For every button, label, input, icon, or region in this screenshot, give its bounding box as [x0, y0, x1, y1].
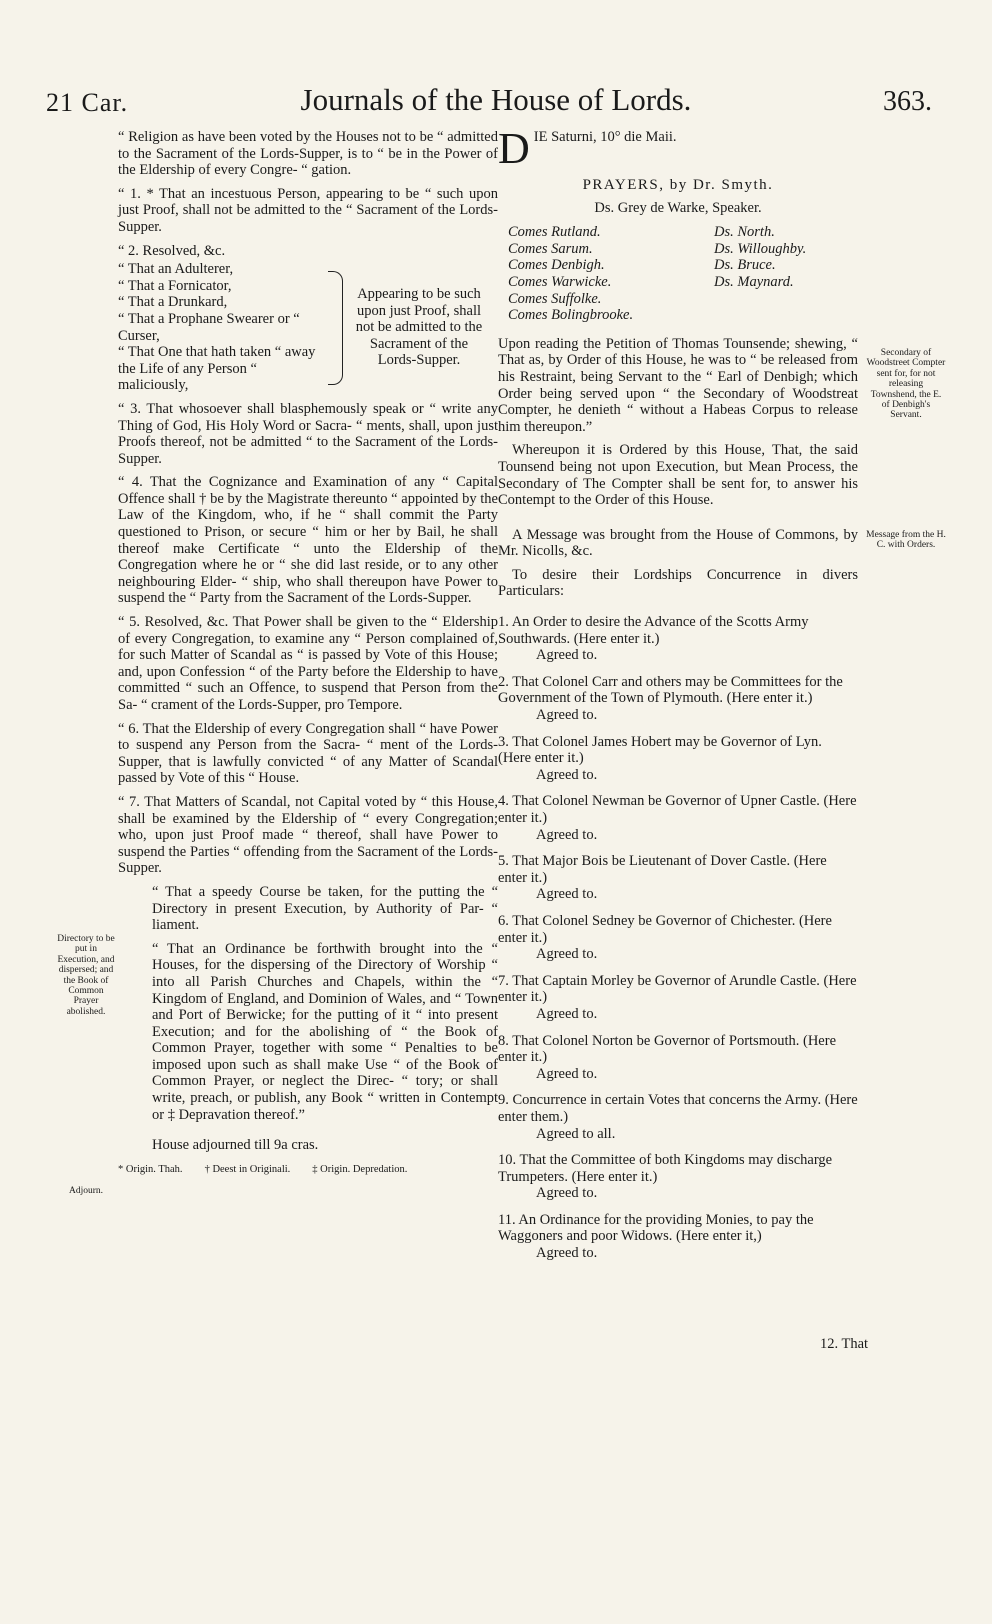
footnote: ‡ Origin. Depredation.	[312, 1163, 408, 1175]
right-column	[498, 129, 858, 1272]
paragraph: “ 3. That whosoever shall blasphemously speak or “ write any Thing of God, His Holy Word or Sacra- “ ments, shall, upon just Proofs thereof, not be admitted “ to the Sacrament of the Lords-Supper.	[118, 400, 498, 467]
lord-name: Comes Sarum.	[508, 240, 593, 257]
lord-name: Comes Suffolke.	[508, 290, 602, 307]
adjournment-line: House adjourned till 9a cras.	[152, 1137, 319, 1154]
list-item	[498, 913, 858, 963]
item-text: 10. That the Committee of both Kingdoms may discharge Trumpeters. (Here enter it.)	[498, 1152, 833, 1185]
bracket-group	[118, 261, 498, 394]
running-header	[0, 78, 992, 122]
curly-brace	[328, 271, 343, 385]
item-text: 7. That Captain Morley be Governor of Arundle Castle. (Here enter it.)	[498, 972, 857, 1006]
item-agreed: Agreed to all.	[536, 1125, 616, 1142]
list-item	[498, 674, 858, 724]
paragraph: Whereupon it is Ordered by this House, That, the said Tounsend being not upon Execution, but Mean Process, the Secondary of The Compter shall be sent for, to answer his Contempt to the Order of this House.	[498, 442, 858, 509]
resolved-heading: “ 2. Resolved, &c.	[118, 242, 226, 259]
item-agreed: Agreed to.	[536, 946, 598, 963]
bracket-item: “ That a Prophane Swearer or “ Curser,	[118, 310, 300, 344]
item-text: 11. An Ordinance for the providing Monies, to pay the Waggoners and poor Widows. (Here enter it,)	[498, 1211, 814, 1245]
item-text: 6. That Colonel Sedney be Governor of Chichester. (Here enter it.)	[498, 912, 832, 946]
list-item	[498, 1152, 858, 1202]
date-line	[498, 129, 858, 167]
paragraph: To desire their Lordships Concurrence in divers Particulars:	[498, 566, 858, 600]
list-item	[498, 1092, 858, 1142]
paragraph: A Message was brought from the House of Commons, by Mr. Nicolls, &c.	[498, 526, 858, 560]
item-text: 2. That Colonel Carr and others may be Committees for the Government of the Town of Plymouth. (Here enter it.)	[498, 673, 843, 707]
list-item	[498, 793, 858, 843]
lord-name: Comes Rutland.	[508, 224, 601, 241]
item-text: 5. That Major Bois be Lieutenant of Dover Castle. (Here enter it.)	[498, 853, 827, 886]
prayers-heading: PRAYERS, by Dr. Smyth.	[582, 177, 774, 193]
lord-name: Comes Denbigh.	[508, 257, 605, 274]
item-agreed: Agreed to.	[536, 826, 598, 843]
item-agreed: Agreed to.	[536, 1245, 598, 1262]
catchword: 12. That	[820, 1336, 869, 1352]
item-text: 3. That Colonel James Hobert may be Governor of Lyn. (Here enter it.)	[498, 733, 822, 767]
lord-name: Ds. Bruce.	[714, 257, 776, 274]
lords-list-earls	[498, 224, 698, 324]
paragraph: “ 5. Resolved, &c. That Power shall be given to the “ Eldership of every Congregation, to examine any “ Person complained of, for such Matter of Scandal as “ is passed by Vote of this House; and, upon Confession “ of the Party before the Eldership to have committed “ such an Offence, to suspend that Person from the Sa- “ crament of the Lords-Supper, pro Tempore.	[118, 614, 498, 713]
lord-name: Ds. Willoughby.	[714, 240, 807, 257]
footnote: * Origin. Thah.	[118, 1163, 183, 1175]
item-agreed: Agreed to.	[536, 1065, 598, 1082]
list-item	[498, 1033, 858, 1083]
lords-list-barons	[714, 224, 834, 324]
item-agreed: Agreed to.	[536, 647, 598, 664]
paragraph: “ Religion as have been voted by the Houses not to be “ admitted to the Sacrament of the Lords-Supper, is to “ be in the Power of the Eldership of every Congre- “ gation.	[118, 129, 498, 179]
header-title: Journals of the House of Lords.	[300, 82, 692, 117]
list-item	[498, 1212, 858, 1262]
item-agreed: Agreed to.	[536, 886, 598, 903]
list-item	[498, 614, 858, 664]
item-agreed: Agreed to.	[536, 1005, 598, 1022]
paragraph: “ 6. That the Eldership of every Congregation shall “ have Power to suspend any Person from the Sacra- “ ment of the Lords-Supper, that is lawfully convicted “ of any Matter of Scandal passed by Vote of this “ House.	[118, 720, 498, 787]
bracket-note: Appearing to be such upon just Proof, shall not be admitted to the Sacrament of the Lords-Supper.	[355, 286, 483, 369]
bracket-list	[118, 261, 328, 394]
item-text: 8. That Colonel Norton be Governor of Portsmouth. (Here enter it.)	[498, 1032, 837, 1066]
lord-name: Ds. North.	[714, 224, 775, 241]
right-margin-note-secondary: Secondary of Woodstreet Compter sent for, for not releasing Townshend, the E. of Denbigh's Servant.	[866, 348, 946, 421]
lord-name: Comes Bolingbrooke.	[508, 307, 634, 324]
drop-cap: D	[498, 129, 530, 167]
paragraph: Upon reading the Petition of Thomas Tounsende; shewing, “ That as, by Order of this House, he was to “ be released from his Restraint, being Servant to the “ Earl of Denbigh; which Order being served upon “ the Secondary of Woodstreat Compter, he denieth “ without a Habeas Corpus to release him thereupon.”	[498, 335, 858, 435]
paragraph: “ 1. * That an incestuous Person, appearing to be “ such upon just Proof, shall not be admitted to the “ Sacrament of the Lords-Supper.	[118, 185, 498, 235]
bracket-item: “ That One that hath taken “ away the Life of any Person “ maliciously,	[118, 344, 316, 394]
left-column	[118, 129, 498, 1178]
list-item	[498, 734, 858, 784]
bracket-item: “ That a Fornicator,	[118, 277, 232, 294]
footnotes	[118, 1162, 498, 1179]
paragraph: “ That an Ordinance be forthwith brought into the “ Houses, for the dispersing of the Directory of Worship “ into all Parish Churches and Chapels, within the “ Kingdom of England, and Dominion of Wales, and “ Town and Port of Berwicke; for the putting of it “ into present Execution; and for the abolishing of “ the Book of Common Prayer, together with some “ Penalties to be imposed upon such as shall make Use “ of the Book of Common Prayer, or neglect the Direc- “ tory; or shall write, preach, or publish, any Book “ written in Contempt or ‡ Depravation thereof.”	[152, 940, 498, 1123]
item-agreed: Agreed to.	[536, 1185, 598, 1202]
paragraph: “ 4. That the Cognizance and Examination of any “ Capital Offence shall † be by the Magistrate thereunto “ appointed by the Law of the Kingdom, who, if he “ shall commit the Party questioned to Prison, or secure “ him or her by Bail, he shall thereof make Certificate “ unto the Eldership of the Congregation where he or “ she did last reside, or to any other neighbouring Elder- “ ship, who shall thereupon have Power to suspend the “ Party from the Sacrament of the Lords-Supper.	[118, 474, 498, 607]
bracket-item: “ That an Adulterer,	[118, 261, 234, 278]
right-margin-note-message: Message from the H. C. with Orders.	[866, 530, 946, 551]
paragraph: “ That a speedy Course be taken, for the putting the “ Directory in present Execution, by Authority of Par- “ liament.	[152, 883, 498, 934]
date-text: IE Saturni, 10° die Maii.	[533, 129, 677, 145]
item-text: 9. Concurrence in certain Votes that concerns the Army. (Here enter them.)	[498, 1092, 858, 1125]
item-agreed: Agreed to.	[536, 707, 598, 724]
list-item	[498, 973, 858, 1023]
left-margin-note-directory: Directory to be put in Execution, and dispersed; and the Book of Common Prayer abolished.	[57, 934, 115, 1017]
speaker-line: Ds. Grey de Warke, Speaker.	[594, 199, 762, 216]
footnote: † Deest in Originali.	[204, 1163, 291, 1175]
item-text: 4. That Colonel Newman be Governor of Upner Castle. (Here enter it.)	[498, 793, 857, 826]
bracket-item: “ That a Drunkard,	[118, 294, 228, 311]
lord-name: Comes Warwicke.	[508, 273, 612, 290]
lord-name: Ds. Maynard.	[714, 273, 794, 290]
header-regnal-year: 21 Car.	[46, 88, 129, 117]
lords-present	[498, 224, 858, 324]
item-text: 1. An Order to desire the Advance of the Scotts Army Southwards. (Here enter it.)	[498, 614, 809, 647]
header-page-number: 363.	[883, 86, 932, 117]
paragraph: “ 7. That Matters of Scandal, not Capital voted by “ this House, shall be examined by the Eldership of “ every Congregation; who, upon just Proof made “ thereof, shall have Power to suspend the Parties “ offending from the Sacrament of the Lords-Supper.	[118, 793, 498, 877]
list-item	[498, 853, 858, 903]
item-agreed: Agreed to.	[536, 766, 598, 783]
left-margin-note-adjourn: Adjourn.	[68, 1186, 104, 1196]
